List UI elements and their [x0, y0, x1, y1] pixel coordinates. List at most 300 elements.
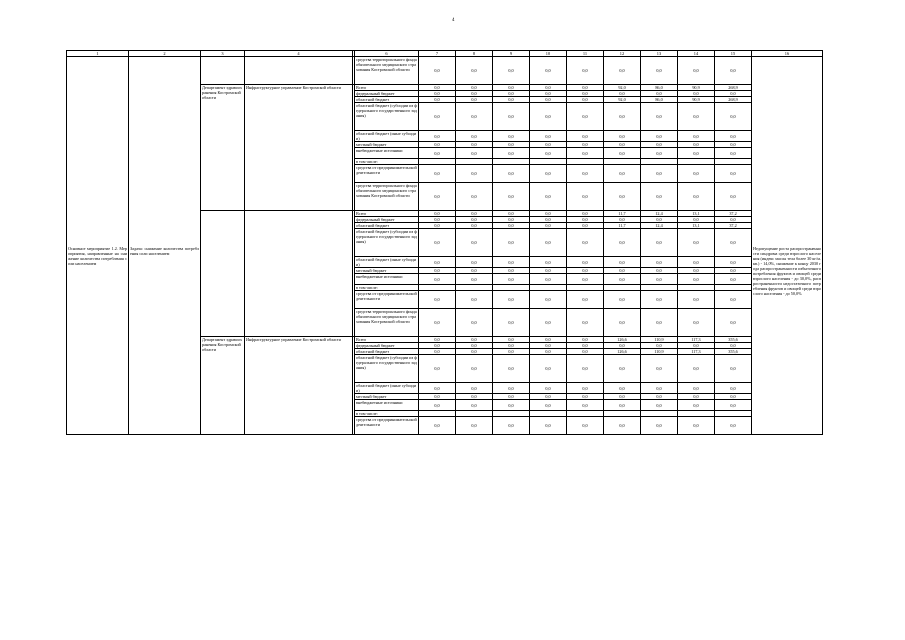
value-cell: 0,0: [530, 355, 567, 383]
value-cell: 0,0: [567, 91, 604, 97]
value-cell: 0,0: [715, 309, 752, 337]
value-cell: 0,0: [567, 337, 604, 343]
value-cell: 0,0: [493, 343, 530, 349]
value-cell: 0,0: [567, 103, 604, 131]
value-cell: 0,0: [604, 165, 641, 183]
value-cell: 0,0: [419, 417, 456, 435]
value-cell: 0,0: [567, 142, 604, 148]
value-cell: 0,0: [493, 349, 530, 355]
value-cell: 0,0: [641, 165, 678, 183]
column-header: 3: [201, 51, 245, 57]
value-cell: 0,0: [493, 417, 530, 435]
funding-source-cell: областной бюджет: [355, 349, 419, 355]
value-cell: 0,0: [530, 97, 567, 103]
value-cell: 0,0: [456, 291, 493, 309]
value-cell: 0,0: [419, 229, 456, 257]
column-header: 2: [129, 51, 201, 57]
funding-source-cell: в том числе:: [355, 159, 419, 165]
value-cell: 0,0: [641, 291, 678, 309]
value-cell: 0,0: [604, 148, 641, 159]
value-cell: 0,0: [530, 383, 567, 394]
value-cell: 0,0: [604, 57, 641, 85]
value-cell: 0,0: [530, 309, 567, 337]
value-cell: 0,0: [678, 291, 715, 309]
value-cell: 0,0: [604, 91, 641, 97]
value-cell: 0,0: [419, 223, 456, 229]
column-header: 11: [567, 51, 604, 57]
funding-source-cell: федеральный бюджет: [355, 343, 419, 349]
value-cell: 0,0: [567, 400, 604, 411]
value-cell: 0,0: [493, 274, 530, 285]
value-cell: 90,9: [678, 85, 715, 91]
value-cell: 0,0: [604, 131, 641, 142]
value-cell: 0,0: [641, 103, 678, 131]
funding-source-cell: местный бюджет: [355, 268, 419, 274]
funding-source-cell: в том числе:: [355, 285, 419, 291]
funding-source-cell: федеральный бюджет: [355, 217, 419, 223]
value-cell: 0,0: [567, 417, 604, 435]
column-header: 6: [355, 51, 419, 57]
value-cell: 0,0: [678, 417, 715, 435]
value-cell: 0,0: [419, 257, 456, 268]
value-cell: 117,3: [678, 337, 715, 343]
value-cell: 0,0: [456, 309, 493, 337]
value-cell: 268,9: [715, 85, 752, 91]
value-cell: 0,0: [567, 257, 604, 268]
funding-source-cell: внебюджетные источники: [355, 274, 419, 285]
value-cell: 0,0: [604, 257, 641, 268]
value-cell: 0,0: [493, 229, 530, 257]
value-cell: 0,0: [530, 91, 567, 97]
value-cell: 0,0: [419, 211, 456, 217]
value-cell: 0,0: [456, 148, 493, 159]
value-cell: 0,0: [456, 343, 493, 349]
value-cell: 0,0: [715, 291, 752, 309]
value-cell: 0,0: [567, 349, 604, 355]
value-cell: 0,0: [641, 417, 678, 435]
funding-source-cell: федеральный бюджет: [355, 91, 419, 97]
budget-table: [66, 50, 823, 435]
funding-source-cell: областной бюджет (иные субсидии): [355, 383, 419, 394]
value-cell: 0,0: [715, 229, 752, 257]
value-cell: 0,0: [530, 349, 567, 355]
value-cell: 0,0: [530, 211, 567, 217]
value-cell: 0,0: [567, 183, 604, 211]
value-cell: 0,0: [604, 383, 641, 394]
value-cell: 0,0: [419, 274, 456, 285]
responsible-executor-cell: Департамент здравоохранения Костромской области: [201, 85, 245, 211]
value-cell: 0,0: [678, 268, 715, 274]
co-executor-cell: [245, 211, 353, 337]
funding-source-cell: в том числе:: [355, 411, 419, 417]
value-cell: 11,7: [604, 223, 641, 229]
value-cell: 0,0: [493, 355, 530, 383]
value-cell: 0,0: [493, 103, 530, 131]
funding-source-cell: областной бюджет: [355, 97, 419, 103]
value-cell: 0,0: [456, 337, 493, 343]
value-cell: 126,6: [604, 349, 641, 355]
value-cell: 0,0: [567, 309, 604, 337]
value-cell: 0,0: [456, 257, 493, 268]
value-cell: 0,0: [419, 85, 456, 91]
value-cell: 0,0: [493, 183, 530, 211]
value-cell: 0,0: [715, 57, 752, 85]
value-cell: 0,0: [715, 274, 752, 285]
value-cell: 0,0: [493, 217, 530, 223]
value-cell: 0,0: [678, 142, 715, 148]
funding-source-cell: областной бюджет (иные субсидии): [355, 131, 419, 142]
value-cell: 0,0: [715, 355, 752, 383]
value-cell: 0,0: [715, 103, 752, 131]
value-cell: 0,0: [419, 337, 456, 343]
funding-source-cell: внебюджетные источники: [355, 400, 419, 411]
value-cell: 0,0: [456, 91, 493, 97]
value-cell: 0,0: [678, 91, 715, 97]
value-cell: 0,0: [493, 131, 530, 142]
value-cell: 0,0: [641, 383, 678, 394]
value-cell: 0,0: [604, 268, 641, 274]
value-cell: 0,0: [530, 223, 567, 229]
value-cell: 0,0: [419, 217, 456, 223]
value-cell: 0,0: [419, 97, 456, 103]
funding-source-cell: местный бюджет: [355, 142, 419, 148]
value-cell: 0,0: [678, 274, 715, 285]
value-cell: 0,0: [456, 394, 493, 400]
task-cell: Задача: снижение количества потребления соли населением: [129, 57, 201, 435]
value-cell: 0,0: [493, 268, 530, 274]
value-cell: 0,0: [530, 103, 567, 131]
value-cell: 126,6: [604, 337, 641, 343]
value-cell: 11,7: [604, 211, 641, 217]
value-cell: 0,0: [604, 400, 641, 411]
value-cell: 0,0: [419, 400, 456, 411]
value-cell: 0,0: [493, 57, 530, 85]
value-cell: 0,0: [530, 268, 567, 274]
column-header: 4: [245, 51, 353, 57]
funding-source-cell: областной бюджет (субсидии из федерального государственного задания): [355, 229, 419, 257]
value-cell: 0,0: [715, 217, 752, 223]
value-cell: 13,1: [678, 211, 715, 217]
co-executor-cell: [245, 57, 353, 85]
value-cell: 37,2: [715, 211, 752, 217]
value-cell: 0,0: [604, 343, 641, 349]
value-cell: 0,0: [456, 142, 493, 148]
value-cell: 0,0: [419, 383, 456, 394]
value-cell: 0,0: [493, 394, 530, 400]
value-cell: 0,0: [419, 268, 456, 274]
value-cell: 0,0: [419, 309, 456, 337]
funding-source-cell: средства от предпринимательской деятельности: [355, 291, 419, 309]
value-cell: 0,0: [678, 343, 715, 349]
value-cell: 0,0: [715, 165, 752, 183]
value-cell: 0,0: [641, 268, 678, 274]
value-cell: 0,0: [641, 57, 678, 85]
value-cell: 0,0: [493, 85, 530, 91]
funding-source-cell: Всего: [355, 337, 419, 343]
value-cell: 0,0: [456, 229, 493, 257]
value-cell: 0,0: [456, 400, 493, 411]
value-cell: 0,0: [419, 394, 456, 400]
value-cell: 0,0: [419, 131, 456, 142]
value-cell: 0,0: [456, 349, 493, 355]
value-cell: 92,0: [604, 85, 641, 91]
value-cell: 0,0: [678, 131, 715, 142]
value-cell: 0,0: [715, 417, 752, 435]
value-cell: 0,0: [641, 142, 678, 148]
value-cell: 0,0: [456, 274, 493, 285]
value-cell: 0,0: [678, 355, 715, 383]
value-cell: 0,0: [530, 165, 567, 183]
funding-source-cell: Всего: [355, 211, 419, 217]
value-cell: 0,0: [641, 394, 678, 400]
value-cell: 0,0: [456, 383, 493, 394]
value-cell: 37,2: [715, 223, 752, 229]
value-cell: 0,0: [641, 355, 678, 383]
co-executor-cell: Инфраструктурное управление Костромской области: [245, 85, 353, 211]
value-cell: 0,0: [493, 165, 530, 183]
value-cell: 0,0: [641, 274, 678, 285]
value-cell: 0,0: [493, 142, 530, 148]
funding-source-cell: Всего: [355, 85, 419, 91]
value-cell: 0,0: [530, 229, 567, 257]
value-cell: 0,0: [567, 268, 604, 274]
value-cell: 0,0: [604, 394, 641, 400]
value-cell: 355,6: [715, 349, 752, 355]
value-cell: 0,0: [641, 183, 678, 211]
value-cell: 0,0: [419, 91, 456, 97]
value-cell: 0,0: [493, 97, 530, 103]
value-cell: 0,0: [530, 217, 567, 223]
column-header: 10: [530, 51, 567, 57]
value-cell: 0,0: [456, 217, 493, 223]
table-row: [67, 57, 823, 85]
value-cell: 0,0: [456, 355, 493, 383]
value-cell: 0,0: [493, 383, 530, 394]
value-cell: 0,0: [493, 91, 530, 97]
funding-source-cell: средства территориального фонда обязательного медицинского страхования Костромской области: [355, 57, 419, 85]
value-cell: 0,0: [456, 183, 493, 211]
value-cell: 0,0: [567, 343, 604, 349]
value-cell: 0,0: [567, 394, 604, 400]
value-cell: 0,0: [567, 211, 604, 217]
value-cell: 0,0: [604, 309, 641, 337]
value-cell: 117,3: [678, 349, 715, 355]
value-cell: 12,4: [641, 223, 678, 229]
value-cell: 0,0: [456, 131, 493, 142]
value-cell: 0,0: [419, 103, 456, 131]
value-cell: 0,0: [456, 211, 493, 217]
value-cell: 0,0: [678, 400, 715, 411]
value-cell: 0,0: [493, 223, 530, 229]
funding-source-cell: областной бюджет: [355, 223, 419, 229]
value-cell: 0,0: [530, 142, 567, 148]
value-cell: 0,0: [456, 268, 493, 274]
value-cell: 0,0: [419, 291, 456, 309]
value-cell: 0,0: [456, 57, 493, 85]
value-cell: 13,1: [678, 223, 715, 229]
value-cell: 0,0: [641, 400, 678, 411]
value-cell: 0,0: [678, 183, 715, 211]
column-header: 9: [493, 51, 530, 57]
value-cell: 0,0: [641, 309, 678, 337]
value-cell: 0,0: [715, 268, 752, 274]
value-cell: 86,0: [641, 97, 678, 103]
funding-source-cell: средства от предпринимательской деятельности: [355, 417, 419, 435]
value-cell: 0,0: [567, 383, 604, 394]
value-cell: 0,0: [715, 131, 752, 142]
value-cell: 0,0: [678, 57, 715, 85]
funding-source-cell: областной бюджет (иные субсидии): [355, 257, 419, 268]
value-cell: 0,0: [530, 400, 567, 411]
value-cell: 0,0: [456, 97, 493, 103]
value-cell: 90,9: [678, 97, 715, 103]
value-cell: 0,0: [530, 57, 567, 85]
value-cell: 92,0: [604, 97, 641, 103]
value-cell: 0,0: [530, 85, 567, 91]
value-cell: 0,0: [567, 57, 604, 85]
value-cell: 0,0: [419, 183, 456, 211]
funding-source-cell: местный бюджет: [355, 394, 419, 400]
value-cell: 0,0: [567, 274, 604, 285]
value-cell: 0,0: [530, 417, 567, 435]
value-cell: 0,0: [641, 91, 678, 97]
value-cell: 0,0: [678, 394, 715, 400]
responsible-executor-cell: Департамент здравоохранения Костромской области: [201, 337, 245, 435]
value-cell: 0,0: [678, 217, 715, 223]
value-cell: 0,0: [678, 103, 715, 131]
column-header: 14: [678, 51, 715, 57]
value-cell: 0,0: [456, 103, 493, 131]
value-cell: 0,0: [530, 394, 567, 400]
value-cell: 0,0: [493, 291, 530, 309]
value-cell: 0,0: [604, 274, 641, 285]
value-cell: 0,0: [604, 417, 641, 435]
value-cell: 0,0: [715, 142, 752, 148]
value-cell: 0,0: [530, 183, 567, 211]
value-cell: 0,0: [567, 355, 604, 383]
expected-result-text: Недопущение роста распространенности синдрома среди взрослого населения (индекс массы тела более 30 кг/м.кв.) - 14,0%, снижение к концу 2030 года распространенности избыточного потребления фруктов и овощей среди взрослого населения - до 30,0%, распространенности недостаточного потребления фруктов и овощей среди взрослого населения - до 50,0%: [753, 246, 821, 296]
value-cell: 0,0: [419, 343, 456, 349]
funding-source-cell: внебюджетные источники: [355, 148, 419, 159]
column-header: 16: [752, 51, 823, 57]
value-cell: 355,6: [715, 337, 752, 343]
value-cell: 0,0: [604, 217, 641, 223]
value-cell: 0,0: [419, 57, 456, 85]
value-cell: 268,9: [715, 97, 752, 103]
value-cell: 0,0: [715, 91, 752, 97]
value-cell: 0,0: [456, 165, 493, 183]
value-cell: 0,0: [530, 257, 567, 268]
value-cell: 0,0: [530, 274, 567, 285]
value-cell: 0,0: [641, 257, 678, 268]
value-cell: 0,0: [715, 148, 752, 159]
value-cell: 0,0: [678, 148, 715, 159]
value-cell: 0,0: [641, 131, 678, 142]
value-cell: 0,0: [567, 131, 604, 142]
value-cell: 0,0: [419, 165, 456, 183]
funding-source-cell: областной бюджет (субсидии из федерального государственного задания): [355, 355, 419, 383]
responsible-executor-cell: [201, 211, 245, 337]
value-cell: 0,0: [567, 97, 604, 103]
column-header: 15: [715, 51, 752, 57]
value-cell: 0,0: [678, 257, 715, 268]
value-cell: 0,0: [493, 148, 530, 159]
value-cell: 0,0: [567, 217, 604, 223]
value-cell: 110,9: [641, 337, 678, 343]
value-cell: 0,0: [678, 309, 715, 337]
page-number: 4: [452, 18, 455, 23]
value-cell: 86,0: [641, 85, 678, 91]
value-cell: 0,0: [715, 257, 752, 268]
value-cell: 0,0: [493, 257, 530, 268]
value-cell: 0,0: [493, 309, 530, 337]
value-cell: 0,0: [715, 343, 752, 349]
value-cell: 0,0: [604, 142, 641, 148]
value-cell: 0,0: [419, 142, 456, 148]
column-header: 13: [641, 51, 678, 57]
value-cell: 0,0: [530, 343, 567, 349]
value-cell: 0,0: [419, 349, 456, 355]
value-cell: 0,0: [715, 383, 752, 394]
funding-source-cell: средства территориального фонда обязательного медицинского страхования Костромской области: [355, 183, 419, 211]
responsible-executor-cell: [201, 57, 245, 85]
value-cell: 0,0: [456, 417, 493, 435]
value-cell: 0,0: [641, 148, 678, 159]
value-cell: 0,0: [604, 291, 641, 309]
value-cell: 0,0: [567, 148, 604, 159]
funding-source-cell: средства территориального фонда обязательного медицинского страхования Костромской области: [355, 309, 419, 337]
value-cell: 0,0: [530, 291, 567, 309]
funding-source-cell: областной бюджет (субсидии из федерального государственного задания): [355, 103, 419, 131]
value-cell: 0,0: [567, 165, 604, 183]
value-cell: 0,0: [604, 183, 641, 211]
value-cell: 0,0: [715, 183, 752, 211]
value-cell: 0,0: [567, 229, 604, 257]
value-cell: 0,0: [715, 400, 752, 411]
value-cell: 0,0: [567, 85, 604, 91]
value-cell: 0,0: [604, 103, 641, 131]
value-cell: 0,0: [641, 229, 678, 257]
value-cell: 0,0: [530, 131, 567, 142]
value-cell: 0,0: [678, 383, 715, 394]
value-cell: 0,0: [493, 400, 530, 411]
value-cell: 0,0: [419, 148, 456, 159]
value-cell: 0,0: [456, 223, 493, 229]
value-cell: 0,0: [715, 394, 752, 400]
value-cell: 0,0: [419, 355, 456, 383]
value-cell: 0,0: [604, 355, 641, 383]
co-executor-cell: Инфраструктурное управление Костромской области: [245, 337, 353, 435]
column-header: 1: [67, 51, 129, 57]
value-cell: 0,0: [530, 148, 567, 159]
value-cell: 0,0: [456, 85, 493, 91]
column-header: 8: [456, 51, 493, 57]
value-cell: 0,0: [678, 165, 715, 183]
value-cell: 0,0: [567, 291, 604, 309]
value-cell: 0,0: [567, 223, 604, 229]
value-cell: 110,9: [641, 349, 678, 355]
value-cell: 0,0: [604, 229, 641, 257]
value-cell: 12,4: [641, 211, 678, 217]
value-cell: 0,0: [678, 229, 715, 257]
value-cell: 0,0: [493, 211, 530, 217]
value-cell: 0,0: [530, 337, 567, 343]
value-cell: 0,0: [641, 217, 678, 223]
funding-source-cell: средства от предпринимательской деятельности: [355, 165, 419, 183]
expected-result-cell: [752, 57, 823, 435]
event-name-cell: Основное мероприятие 1.2. Мероприятия, направленные на снижение количества потребления соли населением: [67, 57, 129, 435]
value-cell: 0,0: [641, 343, 678, 349]
